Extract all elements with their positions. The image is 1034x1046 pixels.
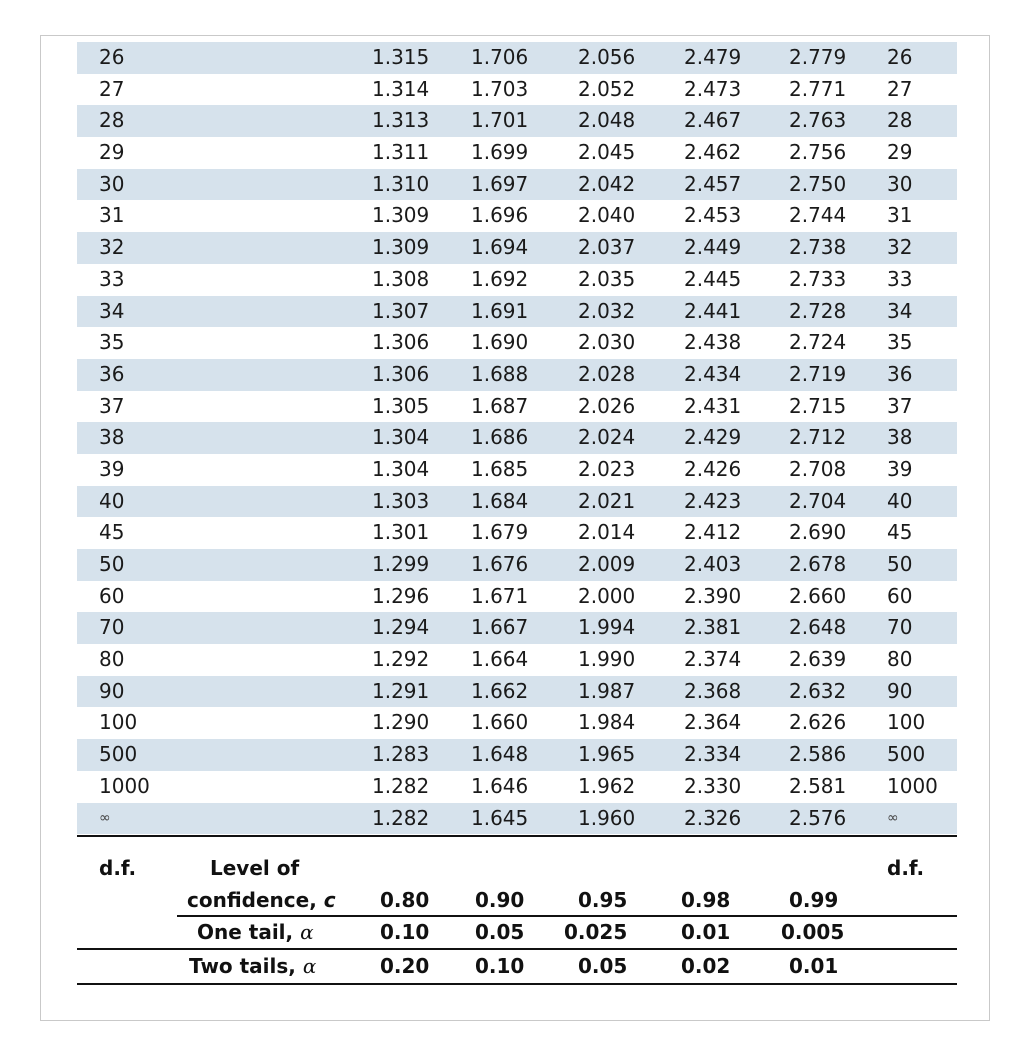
critical-value-cell: 2.330 (684, 773, 742, 798)
critical-value-cell: 2.048 (578, 108, 636, 133)
critical-value-cell: 1.706 (471, 45, 529, 69)
df-cell-right: 31 (887, 203, 913, 228)
critical-value-cell: 2.431 (684, 393, 742, 418)
critical-value-cell: 1.309 (372, 203, 430, 228)
table-row (77, 517, 957, 549)
critical-value-cell: 2.449 (684, 235, 742, 260)
confidence-label: confidence, c (187, 888, 336, 912)
df-cell: 30 (99, 171, 125, 196)
critical-value-cell: 2.014 (578, 520, 636, 545)
critical-value-cell: 1.291 (372, 678, 430, 703)
df-cell: 35 (99, 330, 125, 355)
critical-value-cell: 1.314 (372, 76, 430, 101)
critical-value-cell: 2.334 (684, 742, 742, 767)
critical-value-cell: 1.691 (471, 298, 529, 323)
confidence-value: 0.98 (681, 888, 731, 912)
df-cell-right: 70 (887, 615, 913, 640)
df-cell-right: ∞ (887, 809, 899, 826)
df-cell: 34 (99, 298, 125, 323)
critical-value-cell: 2.738 (789, 235, 847, 260)
critical-value-cell: 1.684 (471, 488, 529, 513)
df-cell: 45 (99, 520, 125, 545)
df-cell: 37 (99, 393, 125, 418)
two-tail-row (77, 950, 957, 980)
critical-value-cell: 1.697 (471, 171, 529, 196)
one-tail-value: 0.10 (380, 920, 430, 944)
critical-value-cell: 1.304 (372, 456, 430, 481)
table-row (77, 739, 957, 771)
critical-value-cell: 1.309 (372, 235, 430, 260)
two-tail-value: 0.20 (380, 954, 430, 978)
critical-value-cell: 2.403 (684, 552, 742, 576)
table-row (77, 676, 957, 708)
critical-value-cell: 2.473 (684, 76, 742, 101)
critical-value-cell: 1.307 (372, 298, 430, 323)
table-row (77, 707, 957, 739)
df-cell: 40 (99, 488, 125, 513)
critical-value-cell: 2.660 (789, 583, 847, 608)
confidence-symbol: c (323, 888, 336, 912)
critical-value-cell: 1.662 (471, 678, 529, 703)
df-cell: 80 (99, 647, 125, 672)
critical-value-cell: 2.576 (789, 805, 847, 830)
table-row (77, 454, 957, 486)
critical-value-cell: 1.296 (372, 583, 430, 608)
critical-value-cell: 2.381 (684, 615, 742, 640)
footer-rule-1 (177, 915, 957, 917)
critical-value-cell: 1.962 (578, 773, 636, 798)
table-row (77, 137, 957, 169)
alpha-symbol: α (300, 920, 314, 944)
df-cell-right: 32 (887, 235, 913, 260)
df-cell-right: 1000 (887, 773, 938, 798)
critical-value-cell: 1.692 (471, 266, 529, 291)
critical-value-cell: 2.009 (578, 552, 636, 576)
df-cell-right: 30 (887, 171, 913, 196)
table-row (77, 422, 957, 454)
df-cell: 60 (99, 583, 125, 608)
table-row (77, 549, 957, 581)
critical-value-cell: 1.694 (471, 235, 529, 260)
df-cell-right: 38 (887, 425, 913, 450)
critical-value-cell: 1.685 (471, 456, 529, 481)
critical-value-cell: 1.648 (471, 742, 529, 767)
critical-value-cell: 2.715 (789, 393, 847, 418)
critical-value-cell: 1.686 (471, 425, 529, 450)
two-tail-label: Two tails, α (189, 954, 317, 978)
one-tail-value: 0.05 (475, 920, 525, 944)
confidence-value: 0.95 (578, 888, 628, 912)
critical-value-cell: 1.313 (372, 108, 430, 133)
df-cell-right: 36 (887, 361, 913, 386)
critical-value-cell: 1.696 (471, 203, 529, 228)
df-cell-right: 50 (887, 552, 913, 576)
critical-value-cell: 1.699 (471, 140, 529, 165)
critical-value-cell: 1.990 (578, 647, 636, 672)
critical-value-cell: 2.704 (789, 488, 847, 513)
table-row (77, 359, 957, 391)
df-cell-right: 100 (887, 710, 926, 735)
critical-value-cell: 2.771 (789, 76, 847, 101)
critical-value-cell: 1.301 (372, 520, 430, 545)
critical-value-cell: 2.032 (578, 298, 636, 323)
critical-value-cell: 2.586 (789, 742, 847, 767)
critical-value-cell: 1.671 (471, 583, 529, 608)
critical-value-cell: 2.364 (684, 710, 742, 735)
table-row (77, 327, 957, 359)
critical-value-cell: 2.368 (684, 678, 742, 703)
df-cell: 27 (99, 76, 125, 101)
df-cell: 50 (99, 552, 125, 576)
df-cell-right: 39 (887, 456, 913, 481)
table-row (77, 296, 957, 328)
df-cell: 28 (99, 108, 125, 133)
critical-value-cell: 2.021 (578, 488, 636, 513)
footer-bottom-rule (77, 983, 957, 985)
critical-value-cell: 2.626 (789, 710, 847, 735)
critical-value-cell: 2.374 (684, 647, 742, 672)
critical-value-cell: 1.299 (372, 552, 430, 576)
footer-top-rule (77, 835, 957, 837)
critical-value-cell: 2.733 (789, 266, 847, 291)
table-row (77, 391, 957, 423)
critical-value-cell: 2.453 (684, 203, 742, 228)
critical-value-cell: 2.581 (789, 773, 847, 798)
table-row (77, 486, 957, 518)
df-cell: 31 (99, 203, 125, 228)
critical-value-cell: 2.040 (578, 203, 636, 228)
critical-value-cell: 2.423 (684, 488, 742, 513)
confidence-value: 0.90 (475, 888, 525, 912)
df-cell: 70 (99, 615, 125, 640)
df-cell: 39 (99, 456, 125, 481)
df-cell-right: 80 (887, 647, 913, 672)
critical-value-cell: 2.467 (684, 108, 742, 133)
df-cell-right: 45 (887, 520, 913, 545)
critical-value-cell: 2.326 (684, 805, 742, 830)
df-cell: 32 (99, 235, 125, 260)
critical-value-cell: 1.305 (372, 393, 430, 418)
critical-value-cell: 2.429 (684, 425, 742, 450)
confidence-value: 0.99 (789, 888, 839, 912)
table-row (77, 771, 957, 803)
level-of-label: Level of (210, 856, 300, 880)
df-cell-right: 34 (887, 298, 913, 323)
critical-value-cell: 1.687 (471, 393, 529, 418)
confidence-value: 0.80 (380, 888, 430, 912)
table-row (77, 105, 957, 137)
table-row (77, 74, 957, 106)
df-cell-right: 37 (887, 393, 913, 418)
critical-value-cell: 2.045 (578, 140, 636, 165)
critical-value-cell: 2.052 (578, 76, 636, 101)
critical-value-cell: 1.303 (372, 488, 430, 513)
critical-value-cell: 1.701 (471, 108, 529, 133)
critical-value-cell: 1.292 (372, 647, 430, 672)
critical-value-cell: 2.026 (578, 393, 636, 418)
critical-value-cell: 1.282 (372, 805, 430, 830)
critical-value-cell: 2.648 (789, 615, 847, 640)
critical-value-cell: 2.042 (578, 171, 636, 196)
df-cell: 1000 (99, 773, 150, 798)
table-row (77, 200, 957, 232)
critical-value-cell: 2.763 (789, 108, 847, 133)
df-cell: 36 (99, 361, 125, 386)
critical-value-cell: 1.282 (372, 773, 430, 798)
one-tail-label: One tail, α (197, 920, 314, 944)
df-cell: 38 (99, 425, 125, 450)
df-cell-right: 29 (887, 140, 913, 165)
critical-value-cell: 1.646 (471, 773, 529, 798)
critical-value-cell: 2.434 (684, 361, 742, 386)
critical-value-cell: 2.412 (684, 520, 742, 545)
critical-value-cell: 2.056 (578, 45, 636, 69)
critical-value-cell: 1.290 (372, 710, 430, 735)
critical-value-cell: 2.756 (789, 140, 847, 165)
footer-df-left: d.f. (99, 856, 137, 880)
critical-value-cell: 1.283 (372, 742, 430, 767)
critical-value-cell: 2.441 (684, 298, 742, 323)
critical-value-cell: 2.639 (789, 647, 847, 672)
critical-value-cell: 1.315 (372, 45, 430, 69)
df-cell-right: 35 (887, 330, 913, 355)
critical-value-cell: 2.632 (789, 678, 847, 703)
critical-value-cell: 1.308 (372, 266, 430, 291)
df-cell: 90 (99, 678, 125, 703)
critical-value-cell: 2.724 (789, 330, 847, 355)
df-cell-right: 40 (887, 488, 913, 513)
critical-value-cell: 2.445 (684, 266, 742, 291)
t-distribution-table (77, 42, 957, 834)
alpha-symbol: α (302, 954, 317, 978)
critical-value-cell: 1.306 (372, 330, 430, 355)
table-row (77, 612, 957, 644)
critical-value-cell: 2.000 (578, 583, 636, 608)
df-cell: 26 (99, 45, 125, 69)
critical-value-cell: 2.779 (789, 45, 847, 69)
df-cell: 500 (99, 742, 138, 767)
critical-value-cell: 1.688 (471, 361, 529, 386)
df-cell: ∞ (99, 809, 111, 826)
table-row (77, 644, 957, 676)
critical-value-cell: 1.703 (471, 76, 529, 101)
critical-value-cell: 1.987 (578, 678, 636, 703)
critical-value-cell: 2.712 (789, 425, 847, 450)
critical-value-cell: 1.960 (578, 805, 636, 830)
df-cell-right: 90 (887, 678, 913, 703)
df-cell-right: 27 (887, 76, 913, 101)
one-tail-value: 0.005 (781, 920, 845, 944)
critical-value-cell: 2.457 (684, 171, 742, 196)
table-row (77, 42, 957, 74)
critical-value-cell: 2.744 (789, 203, 847, 228)
critical-value-cell: 1.667 (471, 615, 529, 640)
critical-value-cell: 2.438 (684, 330, 742, 355)
critical-value-cell: 2.035 (578, 266, 636, 291)
critical-value-cell: 2.708 (789, 456, 847, 481)
df-cell: 100 (99, 710, 138, 735)
critical-value-cell: 1.984 (578, 710, 636, 735)
critical-value-cell: 2.750 (789, 171, 847, 196)
two-tail-value: 0.02 (681, 954, 731, 978)
df-cell-right: 28 (887, 108, 913, 133)
table-row (77, 169, 957, 201)
table-row (77, 581, 957, 613)
critical-value-cell: 1.690 (471, 330, 529, 355)
critical-value-cell: 1.304 (372, 425, 430, 450)
critical-value-cell: 1.310 (372, 171, 430, 196)
critical-value-cell: 1.676 (471, 552, 529, 576)
critical-value-cell: 1.294 (372, 615, 430, 640)
critical-value-cell: 1.311 (372, 140, 430, 165)
two-tail-value: 0.05 (578, 954, 628, 978)
critical-value-cell: 2.462 (684, 140, 742, 165)
critical-value-cell: 1.660 (471, 710, 529, 735)
critical-value-cell: 1.306 (372, 361, 430, 386)
critical-value-cell: 2.728 (789, 298, 847, 323)
critical-value-cell: 1.965 (578, 742, 636, 767)
footer-df-right: d.f. (887, 856, 925, 880)
table-row (77, 803, 957, 835)
critical-value-cell: 2.028 (578, 361, 636, 386)
df-cell-right: 60 (887, 583, 913, 608)
critical-value-cell: 1.679 (471, 520, 529, 545)
critical-value-cell: 2.037 (578, 235, 636, 260)
critical-value-cell: 2.023 (578, 456, 636, 481)
df-cell-right: 33 (887, 266, 913, 291)
df-cell-right: 26 (887, 45, 913, 69)
critical-value-cell: 2.678 (789, 552, 847, 576)
critical-value-cell: 1.994 (578, 615, 636, 640)
one-tail-value: 0.025 (564, 920, 628, 944)
critical-value-cell: 2.390 (684, 583, 742, 608)
df-cell: 33 (99, 266, 125, 291)
critical-value-cell: 2.719 (789, 361, 847, 386)
two-tail-value: 0.01 (789, 954, 839, 978)
df-cell-right: 500 (887, 742, 926, 767)
one-tail-value: 0.01 (681, 920, 731, 944)
critical-value-cell: 2.426 (684, 456, 742, 481)
critical-value-cell: 2.479 (684, 45, 742, 69)
table-row (77, 264, 957, 296)
critical-value-cell: 2.690 (789, 520, 847, 545)
table-row (77, 232, 957, 264)
critical-value-cell: 2.024 (578, 425, 636, 450)
critical-value-cell: 2.030 (578, 330, 636, 355)
one-tail-row (77, 918, 957, 948)
two-tail-value: 0.10 (475, 954, 525, 978)
critical-value-cell: 1.645 (471, 805, 529, 830)
critical-value-cell: 1.664 (471, 647, 529, 672)
df-cell: 29 (99, 140, 125, 165)
